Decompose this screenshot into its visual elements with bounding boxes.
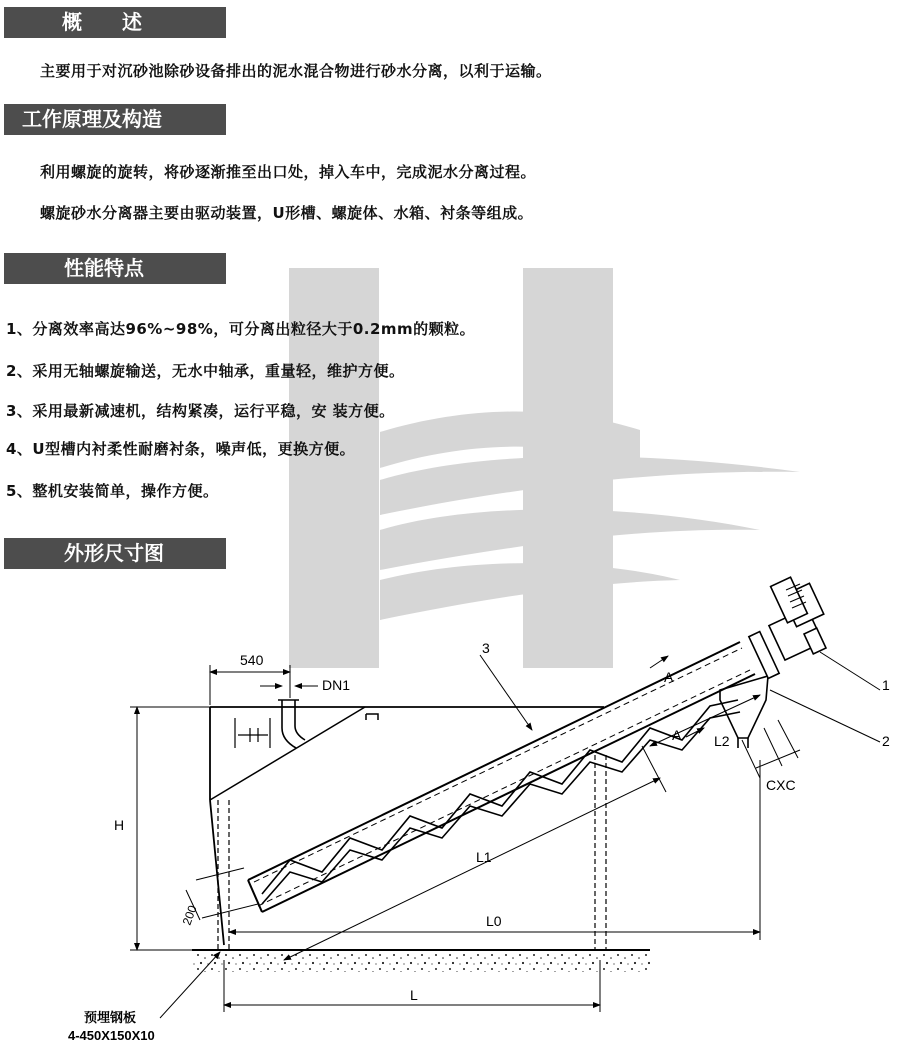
label-l: L <box>410 987 418 1003</box>
label-plate-spec: 4-450X150X10 <box>68 1028 155 1043</box>
label-l2: L2 <box>714 733 730 749</box>
feature-item-3: 3、采用最新减速机，结构紧凑，运行平稳，安 装方便。 <box>6 402 395 420</box>
label-section-a-mid: A <box>672 727 682 743</box>
feature-item-4: 4、U型槽内衬柔性耐磨衬条，噪声低，更换方便。 <box>6 440 356 458</box>
label-540: 540 <box>240 652 264 668</box>
label-section-a-top: A <box>664 669 674 685</box>
label-callout-1: 1 <box>882 677 890 693</box>
drive-unit <box>749 577 826 678</box>
spiral <box>262 700 740 904</box>
label-cxc: CXC <box>766 777 796 793</box>
heading-features: 性能特点 <box>4 253 226 284</box>
principle-line-2: 螺旋砂水分离器主要由驱动装置，U形槽、螺旋体、水箱、衬条等组成。 <box>40 204 534 222</box>
principle-line-1: 利用螺旋的旋转，将砂逐渐推至出口处，掉入车中，完成泥水分离过程。 <box>40 163 537 181</box>
label-callout-3: 3 <box>482 640 490 656</box>
label-callout-2: 2 <box>882 733 890 749</box>
feature-item-5: 5、整机安装简单，操作方便。 <box>6 482 219 500</box>
heading-overview: 概 述 <box>4 7 226 38</box>
feature-item-1: 1、分离效率高达96%~98%，可分离出粒径大于0.2mm的颗粒。 <box>6 320 476 338</box>
label-plate-name: 预埋钢板 <box>84 1010 137 1025</box>
heading-principle: 工作原理及构造 <box>4 104 226 135</box>
heading-dimensions: 外形尺寸图 <box>4 538 226 569</box>
label-h: H <box>114 817 125 833</box>
feature-item-2: 2、采用无轴螺旋输送，无水中轴承，重量轻，维护方便。 <box>6 362 405 380</box>
overview-text: 主要用于对沉砂池除砂设备排出的泥水混合物进行砂水分离，以利于运输。 <box>40 62 552 80</box>
label-l1: L1 <box>476 849 492 865</box>
supports <box>218 755 606 950</box>
ground <box>192 950 650 972</box>
label-dn1: DN1 <box>322 677 351 693</box>
drawing-labels <box>68 640 890 1043</box>
label-200: 200 <box>179 903 200 928</box>
label-l0: L0 <box>486 913 502 929</box>
